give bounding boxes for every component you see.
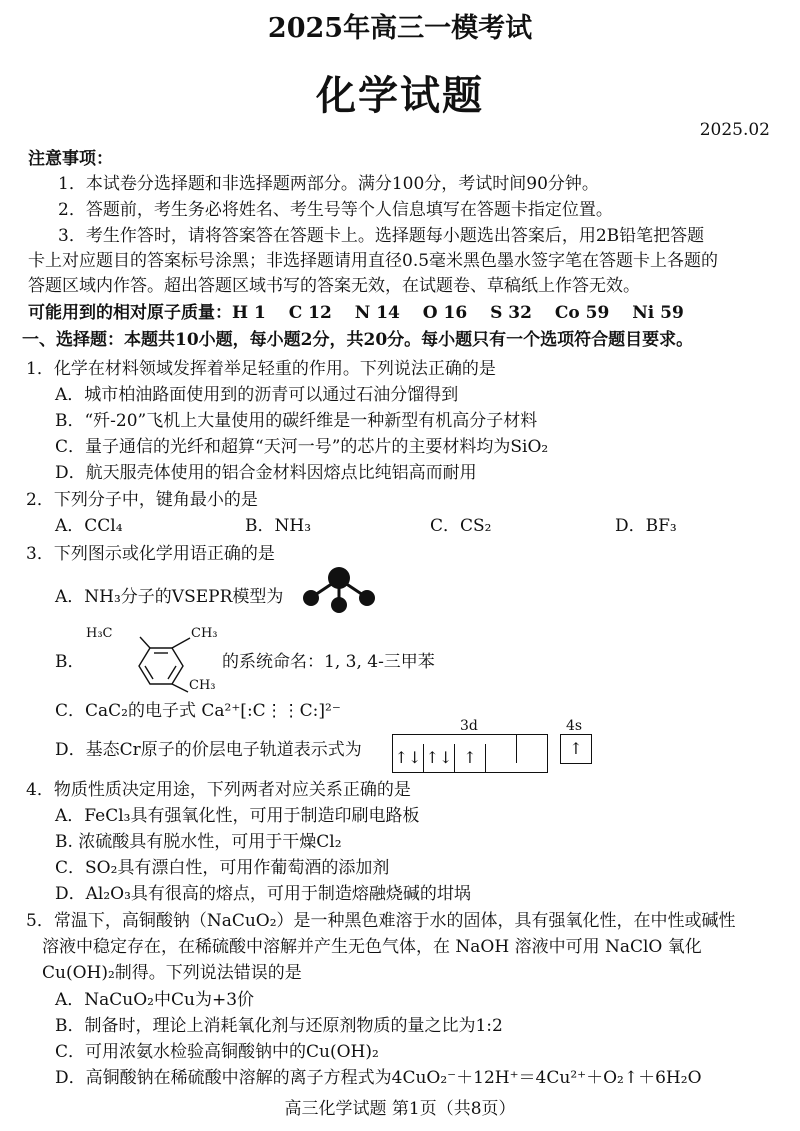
note-item-2: 2．答题前，考生务必将姓名、考生号等个人信息填写在答题卡指定位置。 <box>58 200 613 220</box>
note-item-3-cont-2: 答题区域内作答。超出答题区域书写的答案无效，在试题卷、草稿纸上作答无效。 <box>28 276 640 296</box>
orbital-3d-box: ↑↓ <box>393 744 424 772</box>
orbital-3d-box <box>486 735 517 763</box>
q2-option-d: D．BF₃ <box>615 516 677 536</box>
exam-title: 2025年高三一模考试 <box>267 13 533 44</box>
orbital-4s-diagram <box>560 734 592 764</box>
section-1-heading: 一、选择题：本题共10小题，每小题2分，共20分。每小题只有一个选项符合题目要求。 <box>22 330 694 350</box>
q1-option-d: D．航天服壳体使用的铝合金材料因熔点比纯铝高而耐用 <box>55 463 477 483</box>
q5-option-b: B．制备时，理论上消耗氧化剂与还原剂物质的量之比为1:2 <box>55 1016 503 1036</box>
q2-stem: 2．下列分子中，键角最小的是 <box>26 490 258 510</box>
q3-option-b-label: B． <box>55 652 85 672</box>
q4-option-a: A．FeCl₃具有强氧化性，可用于制造印刷电路板 <box>55 806 420 826</box>
q4-option-b: B. 浓硫酸具有脱水性，可用于干燥Cl₂ <box>55 832 342 852</box>
q5-stem-line-1: 5．常温下，高铜酸钠（NaCuO₂）是一种黑色难溶于水的固体，具有强氧化性，在中性或碱性 <box>26 911 736 931</box>
q1-option-a: A．城市柏油路面使用到的沥青可以通过石油分馏得到 <box>55 385 459 405</box>
note-item-3: 3．考生作答时，请将答案答在答题卡上。选择题每小题选出答案后，用2B铅笔把答题 <box>58 226 705 246</box>
q2-option-c: C．CS₂ <box>430 516 492 536</box>
methyl-label-1: H₃C <box>86 626 113 641</box>
q3-option-c: C．CaC₂的电子式 Ca²⁺[:C⋮⋮C:]²⁻ <box>55 701 341 721</box>
vsepr-model-icon <box>298 565 380 615</box>
orbital-4s-box: ↑ <box>569 739 583 758</box>
q5-option-c: C．可用浓氨水检验高铜酸钠中的Cu(OH)₂ <box>55 1042 379 1062</box>
orbital-3d-box: ↑↓ <box>424 744 455 772</box>
methyl-label-2: CH₃ <box>191 626 218 641</box>
q3-option-b-text: 的系统命名：1, 3, 4-三甲苯 <box>222 652 435 672</box>
q3-option-a: A．NH₃分子的VSEPR模型为 <box>55 587 284 607</box>
q5-option-d: D．高铜酸钠在稀硫酸中溶解的离子方程式为4CuO₂⁻＋12H⁺＝4Cu²⁺＋O₂↑＋6H₂O <box>55 1068 702 1088</box>
q3-option-d: D．基态Cr原子的价层电子轨道表示式为 <box>55 740 362 760</box>
q3-stem: 3．下列图示或化学用语正确的是 <box>26 544 275 564</box>
atomic-masses: 可能用到的相对原子质量：H 1 C 12 N 14 O 16 S 32 Co 59 Ni 59 <box>28 303 684 323</box>
orbital-3d-label: 3d <box>460 718 478 734</box>
q4-stem: 4．物质性质决定用途，下列两者对应关系正确的是 <box>26 780 411 800</box>
q1-option-c: C．量子通信的光纤和超算“天河一号”的芯片的主要材料均为SiO₂ <box>55 437 549 457</box>
q2-option-a: A．CCl₄ <box>55 516 123 536</box>
q5-stem-line-3: Cu(OH)₂制得。下列说法错误的是 <box>42 963 302 983</box>
q1-stem: 1．化学在材料领域发挥着举足轻重的作用。下列说法正确的是 <box>26 359 496 379</box>
q5-option-a: A．NaCuO₂中Cu为+3价 <box>55 990 255 1010</box>
note-item-1: 1．本试卷分选择题和非选择题两部分。满分100分，考试时间90分钟。 <box>58 174 599 194</box>
orbital-3d-box: ↑ <box>455 744 486 772</box>
q4-option-d: D．Al₂O₃具有很高的熔点，可用于制造熔融烧碱的坩埚 <box>55 884 471 904</box>
orbital-3d-box <box>517 735 547 763</box>
methyl-label-3: CH₃ <box>189 678 216 693</box>
q1-option-b: B．“歼-20”飞机上大量使用的碳纤维是一种新型有机高分子材料 <box>55 411 538 431</box>
notes-heading: 注意事项： <box>28 149 113 169</box>
q2-option-b: B．NH₃ <box>245 516 312 536</box>
subject-title: 化学试题 <box>316 72 484 119</box>
exam-date: 2025.02 <box>699 120 770 140</box>
q5-stem-line-2: 溶液中稳定存在，在稀硫酸中溶解并产生无色气体，在 NaOH 溶液中可用 NaClO 氧化 <box>42 937 702 957</box>
orbital-3d-diagram <box>392 734 548 773</box>
q4-option-c: C．SO₂具有漂白性，可用作葡萄酒的添加剂 <box>55 858 390 878</box>
orbital-4s-label: 4s <box>566 718 583 734</box>
note-item-3-cont-1: 卡上对应题目的答案标号涂黑；非选择题请用直径0.5毫米黑色墨水签字笔在答题卡上各题的 <box>28 251 719 271</box>
page-footer: 高三化学试题 第1页（共8页） <box>284 1099 516 1119</box>
